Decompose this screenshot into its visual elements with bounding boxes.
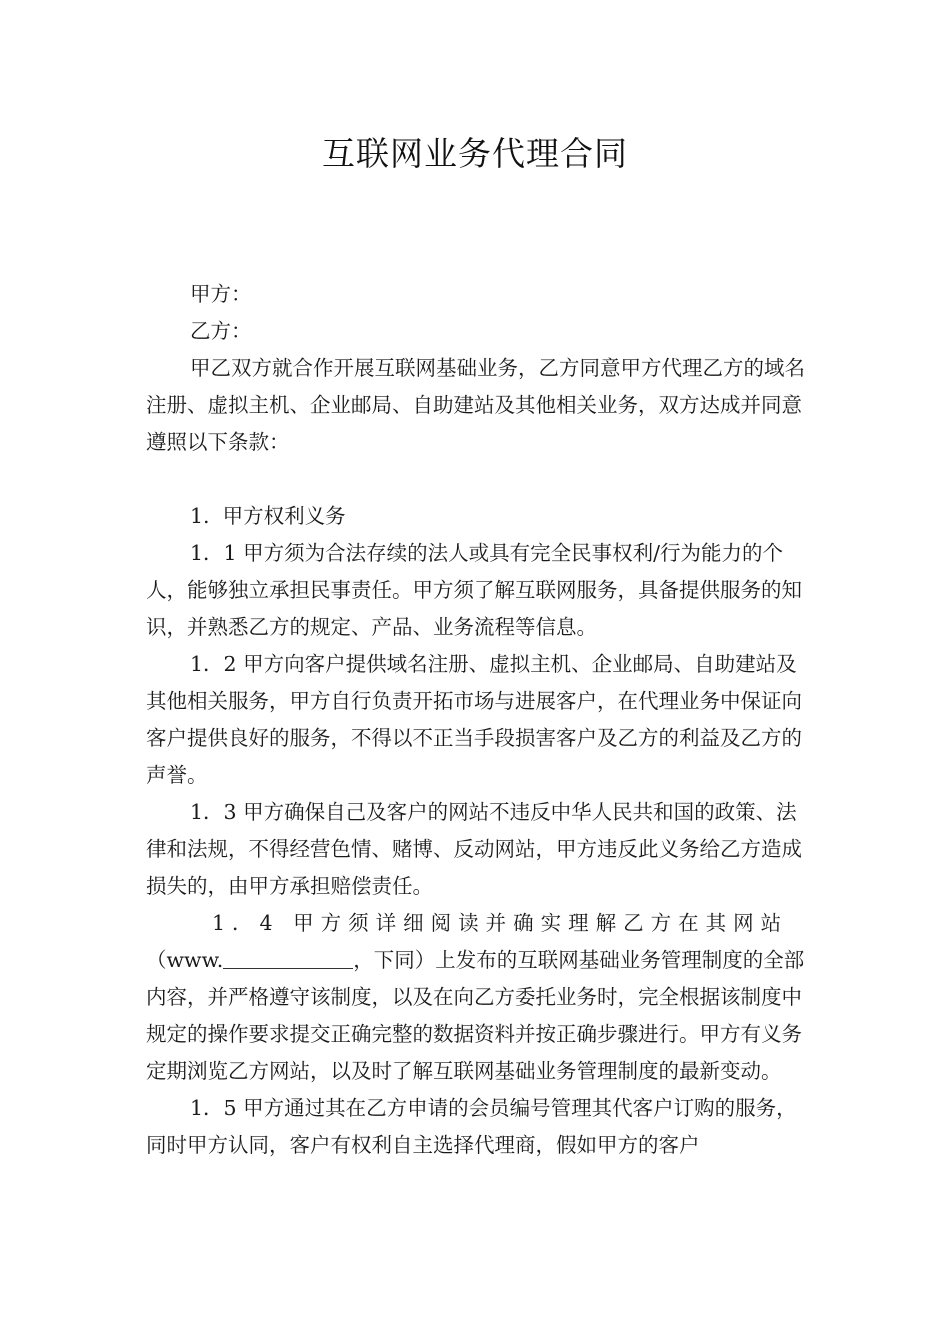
website-prefix: （www. [146,948,224,972]
section-1-heading: 1. 甲方权利义务 [190,504,346,528]
clause-1-4-body [146,942,806,1090]
document-body [146,276,806,1164]
clause-1-1: 1．1 甲方须为合法存续的法人或具有完全民事权利/行为能力的个人，能够独立承担民事责任。甲方须了解互联网服务，具备提供服务的知识，并熟悉乙方的规定、产品、业务流程等信息。 [146,541,802,639]
clause-1-4-continuation: ，下同）上发布的互联网基础业务管理制度的全部内容，并严格遵守该制度，以及在向乙方委托业务时，完全根据该制度中规定的操作要求提交正确完整的数据资料并按正确步骤进行。甲方有义务定期浏览乙方网站，以及时了解互联网基础业务管理制度的最新变动。 [146,948,805,1083]
clause-1-2: 1．2 甲方向客户提供域名注册、虚拟主机、企业邮局、自助建站及其他相关服务，甲方自行负责开拓市场与进展客户，在代理业务中保证向客户提供良好的服务，不得以不正当手段损害客户及乙方的利益及乙方的声誉。 [146,652,802,787]
intro-paragraph: 甲乙双方就合作开展互联网基础业务，乙方同意甲方代理乙方的域名注册、虚拟主机、企业邮局、自助建站及其他相关业务，双方达成并同意遵照以下条款： [146,356,805,454]
party-b-line: 乙方： [190,319,252,343]
clause-1-5: 1．5 甲方通过其在乙方申请的会员编号管理其代客户订购的服务，同时甲方认同，客户有权利自主选择代理商，假如甲方的客户 [146,1096,797,1157]
party-a-line: 甲方： [190,282,252,306]
document-title: 互联网业务代理合同 [322,134,628,173]
website-blank-field [223,948,353,969]
clause-1-3: 1．3 甲方确保自己及客户的网站不违反中华人民共和国的政策、法律和法规，不得经营色情、赌博、反动网站，甲方违反此义务给乙方造成损失的，由甲方承担赔偿责任。 [146,800,802,898]
paragraph-spacer [146,461,806,498]
clause-1-4-first-line: 1．4 甲方须详细阅读并确实理解乙方在其网站 [212,911,789,935]
